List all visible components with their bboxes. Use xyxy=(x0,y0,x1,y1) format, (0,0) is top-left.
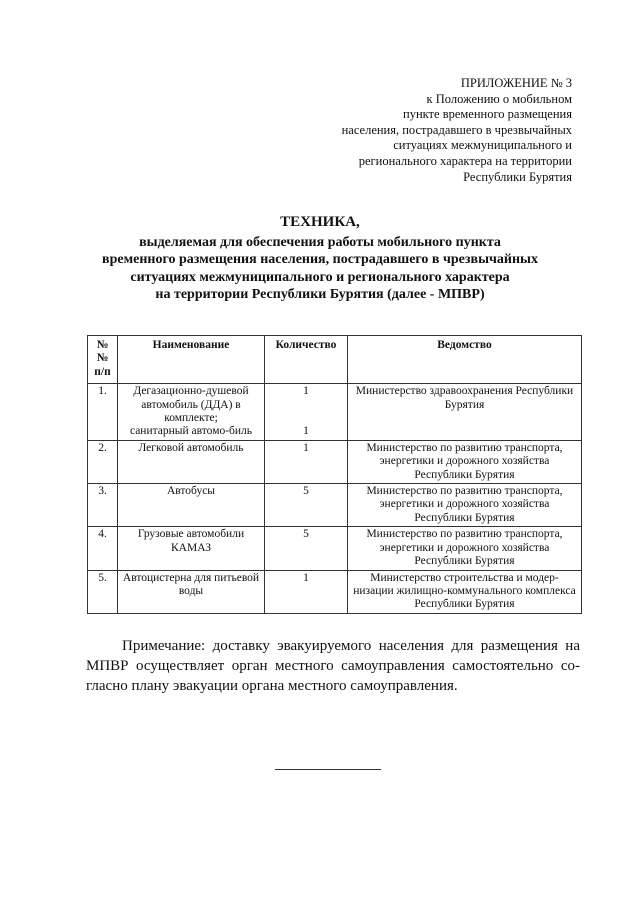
document-title xyxy=(60,214,580,304)
cell-agency: Министерство по развитию транспорта, энергетики и дорожного хозяйства Республики Бурятия xyxy=(348,527,582,570)
equipment-table xyxy=(87,335,582,614)
title-line: ситуациях межмуниципального и регионального характера xyxy=(130,269,510,285)
table-header-row xyxy=(88,336,582,384)
cell-agency: Министерство по развитию транспорта, энергетики и дорожного хозяйства Республики Бурятия xyxy=(348,484,582,527)
title-heading: ТЕХНИКА, xyxy=(280,214,360,230)
cell-number: 1. xyxy=(88,384,118,441)
table-row xyxy=(88,570,582,613)
cell-name: Автобусы xyxy=(118,484,265,527)
appendix-line: к Положению о мобильном xyxy=(426,91,572,106)
closing-divider xyxy=(275,769,381,770)
header-number: №№ п/п xyxy=(88,336,118,384)
cell-number: 2. xyxy=(88,440,118,483)
cell-agency: Министерство по развитию транспорта, энергетики и дорожного хозяйства Республики Бурятия xyxy=(348,440,582,483)
table-row xyxy=(88,440,582,483)
appendix-line: Республики Бурятия xyxy=(463,169,572,184)
header-quantity: Количество xyxy=(265,336,348,384)
appendix-line: регионального характера на территории xyxy=(358,153,572,168)
table-row xyxy=(88,527,582,570)
note-paragraph xyxy=(86,636,580,696)
cell-quantity xyxy=(265,384,348,441)
cell-name: Автоцистерна для питьевой воды xyxy=(118,570,265,613)
cell-quantity: 1 xyxy=(265,570,348,613)
note-text: Примечание: доставку эвакуируемого населения для размещения на МПВР осуществляет орган местного самоуправления самостоятельно со-гласно плану эвакуации органа местного самоуправления. xyxy=(86,638,580,694)
title-line: выделяемая для обеспечения работы мобильного пункта xyxy=(139,234,501,250)
header-agency: Ведомство xyxy=(348,336,582,384)
title-line: временного размещения населения, пострадавшего в чрезвычайных xyxy=(102,252,538,268)
cell-quantity: 1 xyxy=(265,440,348,483)
cell-number: 4. xyxy=(88,527,118,570)
cell-number: 3. xyxy=(88,484,118,527)
appendix-line: ситуациях межмуниципального и xyxy=(393,138,572,153)
appendix-line: населения, пострадавшего в чрезвычайных xyxy=(341,122,572,137)
cell-name-part: санитарный автомо-биль xyxy=(129,425,253,438)
cell-name: Грузовые автомобили КАМАЗ xyxy=(118,527,265,570)
header-name: Наименование xyxy=(118,336,265,384)
title-line: на территории Республики Бурятия (далее - МПВР) xyxy=(155,287,485,303)
cell-number: 5. xyxy=(88,570,118,613)
table-row xyxy=(88,384,582,441)
cell-name-part: Дегазационно-душевой автомобиль (ДДА) в комплекте; xyxy=(133,385,249,425)
cell-quantity-part: 1 xyxy=(303,424,309,437)
cell-agency: Министерство строительства и модер-низации жилищно-коммунального комплекса Республики Бурятия xyxy=(348,570,582,613)
cell-quantity: 5 xyxy=(265,527,348,570)
cell-quantity: 5 xyxy=(265,484,348,527)
cell-agency: Министерство здравоохранения Республики Бурятия xyxy=(348,384,582,441)
cell-name: Легковой автомобиль xyxy=(118,440,265,483)
appendix-line: пункте временного размещения xyxy=(403,107,572,122)
cell-quantity-part: 1 xyxy=(303,385,309,398)
appendix-line: ПРИЛОЖЕНИЕ № 3 xyxy=(460,76,572,90)
cell-name xyxy=(118,384,265,441)
table-row xyxy=(88,484,582,527)
appendix-header xyxy=(300,76,572,185)
